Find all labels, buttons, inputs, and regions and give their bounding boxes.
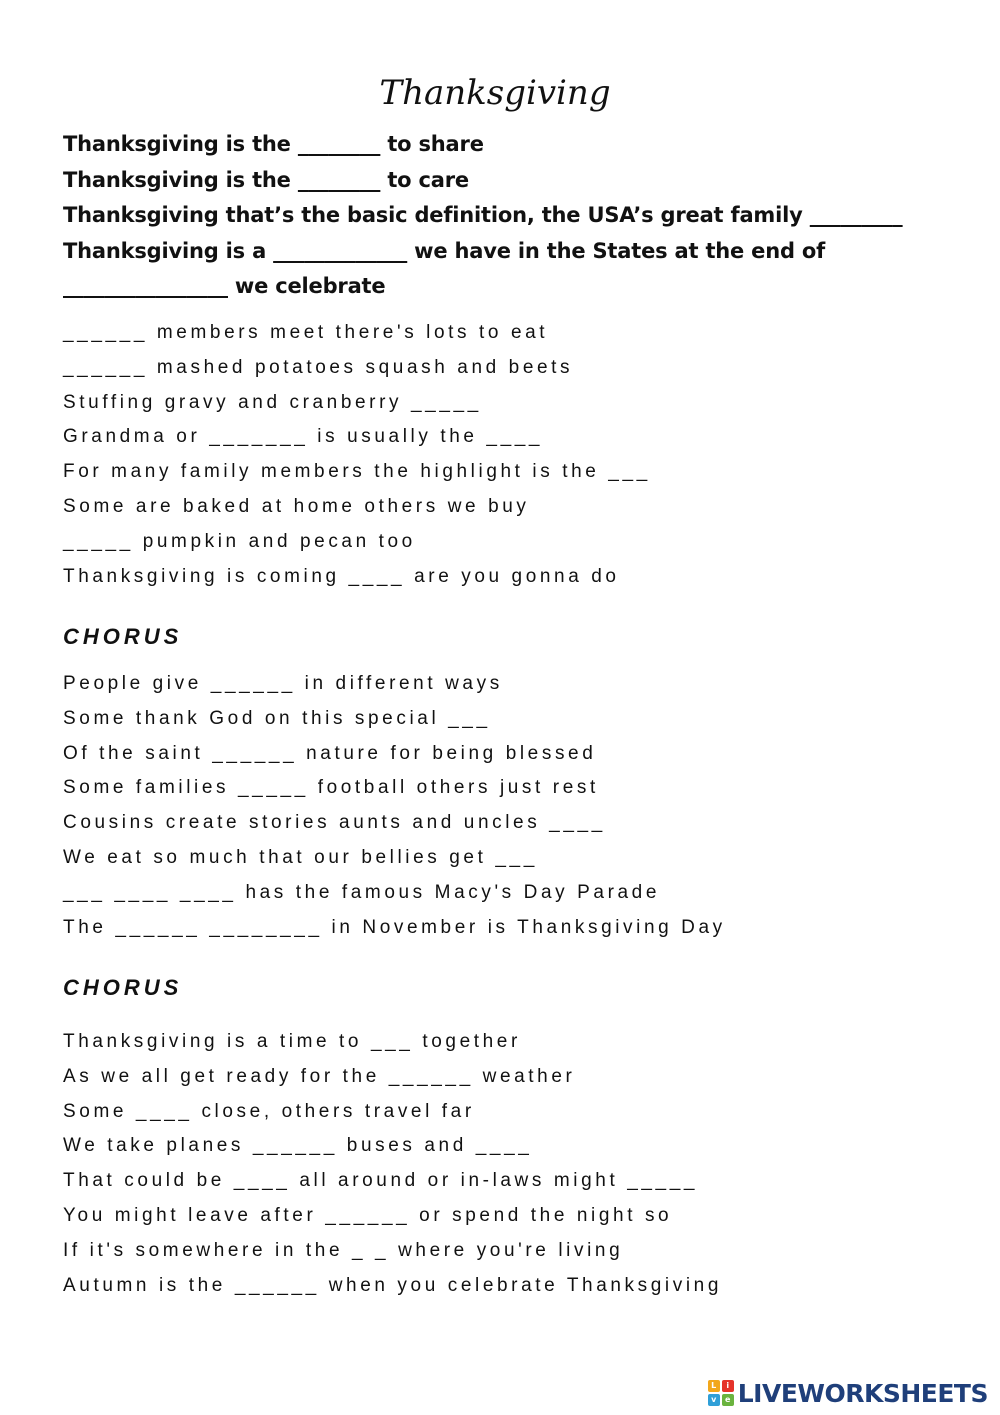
chorus-label: CHORUS	[63, 975, 183, 1000]
lyric-line: That could be ____ all around or in-laws might _____	[63, 1170, 699, 1192]
logo-tile: e	[722, 1394, 734, 1406]
logo-tile: v	[708, 1394, 720, 1406]
liveworksheets-logo-icon	[708, 1380, 734, 1406]
lyric-line: The ______ ________ in November is Thanksgiving Day	[63, 916, 726, 938]
lyric-line: Thanksgiving is coming ____ are you gonna do	[63, 565, 620, 587]
lyric-line: ______ members meet there's lots to eat	[63, 322, 549, 343]
chorus-line: Thanksgiving is the ________ to care	[63, 167, 469, 192]
lyric-line: Some thank God on this special ___	[63, 707, 491, 729]
lyric-line: For many family members the highlight is the ___	[63, 461, 651, 483]
lyric-line: _____ pumpkin and pecan too	[63, 530, 416, 552]
lyric-line: We take planes ______ buses and ____	[63, 1135, 533, 1157]
verse-1	[63, 316, 963, 594]
lyric-line: Stuffing gravy and cranberry _____	[63, 391, 482, 413]
lyric-line: Thanksgiving is a time to ___ together	[63, 1031, 521, 1052]
verse-2	[63, 667, 963, 945]
liveworksheets-logo[interactable]	[708, 1376, 988, 1410]
chorus-lyrics	[63, 127, 963, 305]
lyric-line: We eat so much that our bellies get ___	[63, 846, 538, 868]
lyric-line: Some ____ close, others travel far	[63, 1100, 475, 1122]
lyric-line: Some are baked at home others we buy	[63, 495, 530, 517]
lyric-line: You might leave after ______ or spend the night so	[63, 1204, 673, 1226]
chorus-line: Thanksgiving is a _____________ we have in the States at the end of	[63, 238, 826, 263]
chorus-line: Thanksgiving is the ________ to share	[63, 132, 484, 156]
chorus-label: CHORUS	[63, 624, 183, 649]
lyric-line: Autumn is the ______ when you celebrate Thanksgiving	[63, 1274, 722, 1296]
logo-tile: i	[722, 1380, 734, 1392]
lyric-line: People give ______ in different ways	[63, 673, 503, 694]
lyric-line: ___ ____ ____ has the famous Macy's Day Parade	[63, 881, 660, 903]
lyric-line: Of the saint ______ nature for being blessed	[63, 742, 597, 764]
lyric-line: ______ mashed potatoes squash and beets	[63, 356, 574, 378]
logo-text: LIVEWORKSHEETS	[737, 1378, 988, 1408]
chorus-line: ________________ we celebrate	[63, 274, 386, 298]
lyric-line: Some families _____ football others just rest	[63, 777, 599, 799]
lyric-line: Cousins create stories aunts and uncles ____	[63, 812, 606, 834]
logo-tile: L	[708, 1380, 720, 1392]
chorus-line: Thanksgiving that’s the basic definition, the USA’s great family _________	[63, 203, 903, 227]
lyric-line: Grandma or _______ is usually the ____	[63, 426, 544, 448]
page-title: Thanksgiving	[379, 73, 611, 113]
lyric-line: As we all get ready for the ______ weather	[63, 1065, 576, 1087]
verse-3	[63, 1025, 963, 1303]
lyric-line: If it's somewhere in the _ _ where you're living	[63, 1239, 624, 1261]
